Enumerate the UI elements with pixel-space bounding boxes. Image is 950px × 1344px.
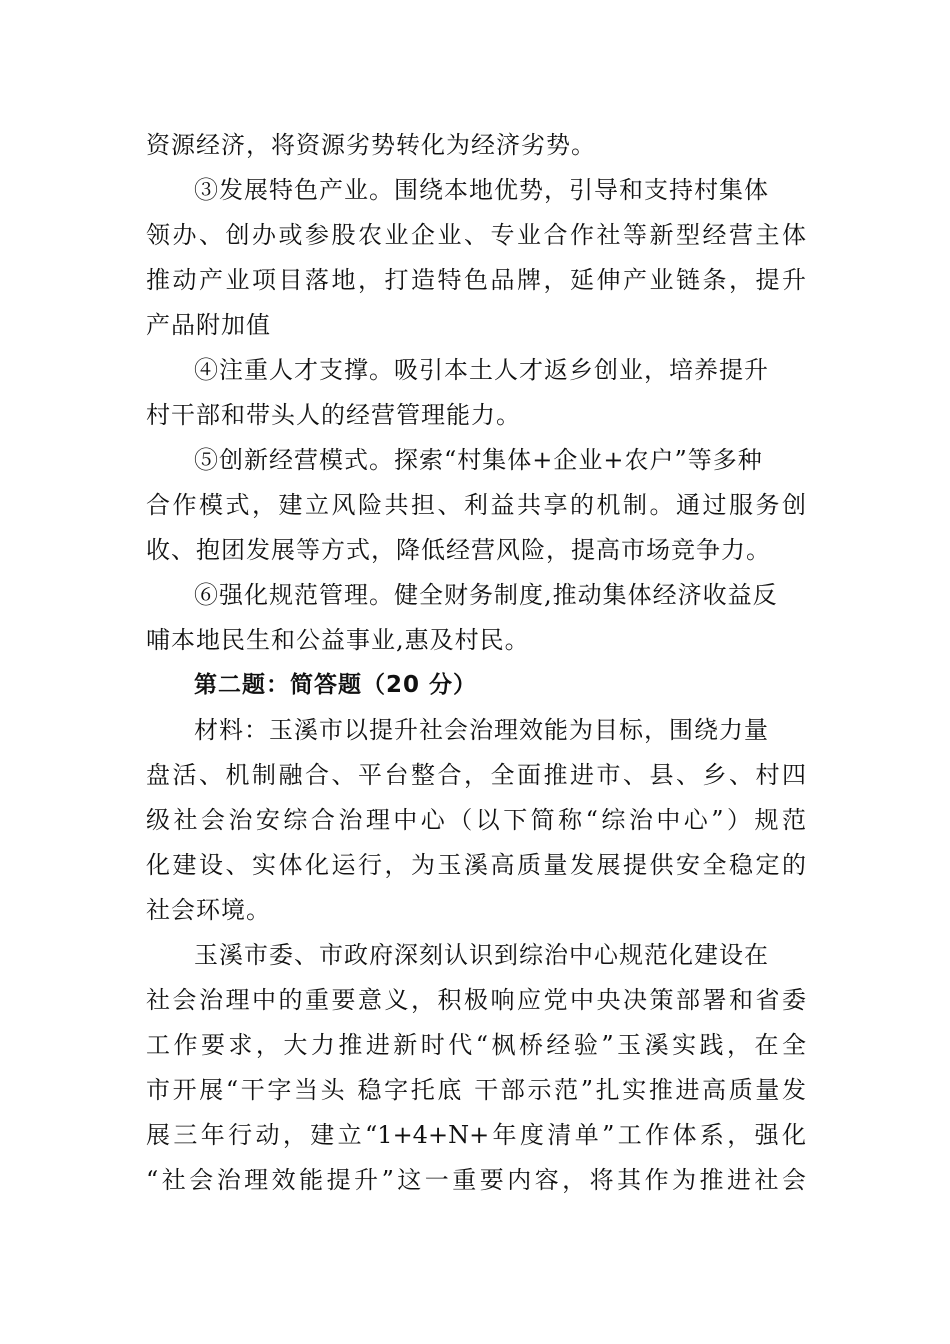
- text-line-20: 社会治理中的重要意义，积极响应党中央决策部署和省委: [146, 986, 806, 1014]
- text-line-1: 资源经济，将资源劣势转化为经济劣势。: [146, 131, 596, 159]
- text-line-8: ⑤创新经营模式。探索“村集体+企业+农户”等多种: [194, 446, 763, 474]
- text-line-16: 级社会治安综合治理中心（以下简称“综治中心”）规范: [146, 806, 806, 834]
- text-line-7: 村干部和带头人的经营管理能力。: [146, 401, 521, 429]
- text-line-24: “社会治理效能提升”这一重要内容，将其作为推进社会: [146, 1166, 806, 1194]
- text-line-23: 展三年行动，建立“1+4+N+年度清单”工作体系，强化: [146, 1121, 806, 1149]
- text-line-9: 合作模式，建立风险共担、利益共享的机制。通过服务创: [146, 491, 806, 519]
- text-line-18: 社会环境。: [146, 896, 271, 924]
- text-line-15: 盘活、机制融合、平台整合，全面推进市、县、乡、村四: [146, 761, 806, 789]
- text-line-21: 工作要求，大力推进新时代“枫桥经验”玉溪实践，在全: [146, 1031, 806, 1059]
- text-line-17: 化建设、实体化运行，为玉溪高质量发展提供安全稳定的: [146, 851, 806, 879]
- text-line-22: 市开展“干字当头 稳字托底 干部示范”扎实推进高质量发: [146, 1076, 806, 1104]
- section-heading: 第二题：简答题（20 分）: [194, 672, 478, 698]
- text-line-12: 哺本地民生和公益事业,惠及村民。: [146, 626, 530, 654]
- text-line-19: 玉溪市委、市政府深刻认识到综治中心规范化建设在: [194, 941, 769, 969]
- text-line-3: 领办、创办或参股农业企业、专业合作社等新型经营主体: [146, 221, 806, 249]
- text-line-14: 材料：玉溪市以提升社会治理效能为目标，围绕力量: [194, 716, 769, 744]
- text-line-6: ④注重人才支撑。吸引本土人才返乡创业，培养提升: [194, 356, 769, 384]
- text-line-4: 推动产业项目落地，打造特色品牌，延伸产业链条，提升: [146, 266, 806, 294]
- text-line-10: 收、抱团发展等方式，降低经营风险，提高市场竞争力。: [146, 536, 771, 564]
- text-line-11: ⑥强化规范管理。健全财务制度,推动集体经济收益反: [194, 581, 778, 609]
- text-line-2: ③发展特色产业。围绕本地优势，引导和支持村集体: [194, 176, 769, 204]
- text-line-5: 产品附加值: [146, 311, 271, 339]
